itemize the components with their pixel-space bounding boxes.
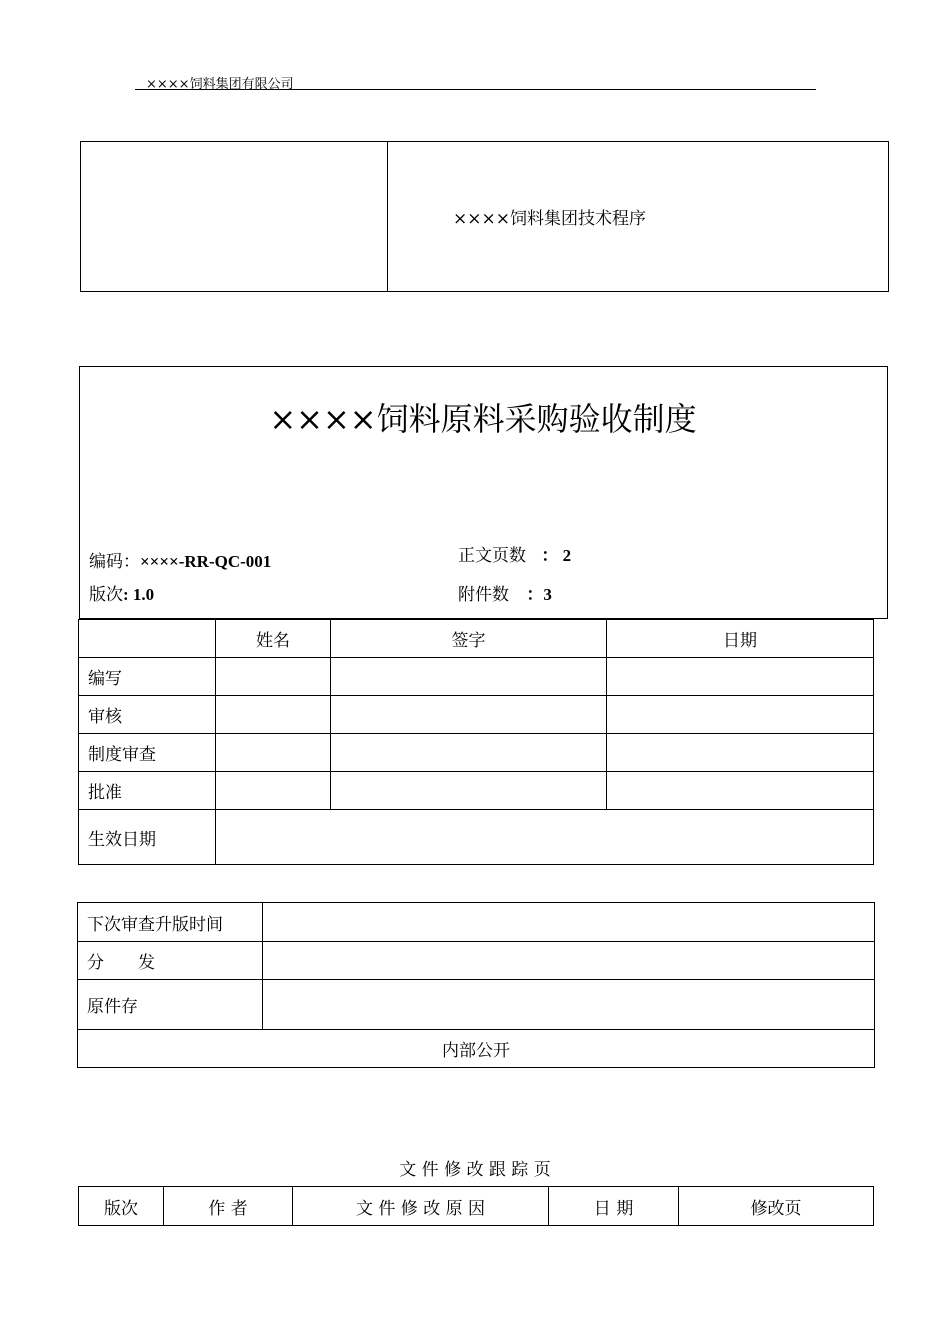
date-cell[interactable] [607, 696, 874, 734]
row-label: 编写 [79, 658, 216, 696]
tracking-title: 文 件 修 改 跟 踪 页 [399, 1160, 551, 1180]
code-label: 编码： [89, 552, 140, 572]
effective-date-label: 生效日期 [79, 810, 216, 865]
table-row [79, 734, 874, 772]
table-row [78, 903, 875, 942]
original-storage-value[interactable] [263, 980, 875, 1030]
header-cell-signature: 签字 [331, 620, 607, 658]
original-storage-label: 原件存 [78, 980, 263, 1030]
distribution-label: 分 发 [78, 942, 263, 980]
version-value: : 1.0 [123, 585, 155, 604]
signature-cell[interactable] [331, 734, 607, 772]
header-cell-version: 版次 [79, 1187, 164, 1226]
signature-cell[interactable] [331, 658, 607, 696]
attach-label: 附件数 [458, 585, 509, 605]
tracking-header-row [79, 1187, 874, 1226]
name-cell[interactable] [216, 658, 331, 696]
row-label: 审核 [79, 696, 216, 734]
date-cell[interactable] [607, 658, 874, 696]
table-row [79, 658, 874, 696]
effective-date-value[interactable] [216, 810, 874, 865]
header-cell-author: 作 者 [164, 1187, 293, 1226]
header-cell-empty [79, 620, 216, 658]
next-review-value[interactable] [263, 903, 875, 942]
effective-date-row [79, 810, 874, 865]
header-cell-name: 姓名 [216, 620, 331, 658]
distribution-value[interactable] [263, 942, 875, 980]
name-cell[interactable] [216, 696, 331, 734]
header-cell-reason: 文 件 修 改 原 因 [293, 1187, 549, 1226]
signature-cell[interactable] [331, 772, 607, 810]
signature-header-row [79, 620, 874, 658]
footer-row [78, 1030, 875, 1068]
code-line [89, 547, 271, 572]
date-cell[interactable] [607, 772, 874, 810]
company-header: ××××饲料集团有限公司 [146, 77, 294, 92]
next-review-label: 下次审查升版时间 [78, 903, 263, 942]
program-title: ××××饲料集团技术程序 [453, 209, 646, 229]
pages-label: 正文页数 [458, 546, 526, 566]
attach-value: ：3 [526, 585, 552, 604]
header-cell-date: 日期 [607, 620, 874, 658]
confidentiality-label: 内部公开 [78, 1030, 875, 1068]
tracking-table [78, 1186, 874, 1226]
header-cell-modified-page: 修改页 [679, 1187, 874, 1226]
table-row [78, 980, 875, 1030]
code-value: ××××-RR-QC-001 [140, 552, 272, 571]
table-row [79, 696, 874, 734]
date-cell[interactable] [607, 734, 874, 772]
header-cell-date: 日 期 [549, 1187, 679, 1226]
name-cell[interactable] [216, 772, 331, 810]
name-cell[interactable] [216, 734, 331, 772]
row-label: 制度审查 [79, 734, 216, 772]
signature-table [78, 619, 874, 865]
pages-line [458, 541, 571, 566]
version-label: 版次 [89, 585, 123, 605]
signature-cell[interactable] [331, 696, 607, 734]
program-box-divider [387, 141, 388, 292]
version-line [89, 580, 154, 605]
header-rule [135, 89, 816, 90]
document-title: ××××饲料原料采购验收制度 [269, 400, 697, 438]
attach-line [458, 580, 552, 605]
pages-value: ： 2 [541, 546, 572, 565]
table-row [78, 942, 875, 980]
table-row [79, 772, 874, 810]
review-table [77, 902, 875, 1068]
row-label: 批准 [79, 772, 216, 810]
